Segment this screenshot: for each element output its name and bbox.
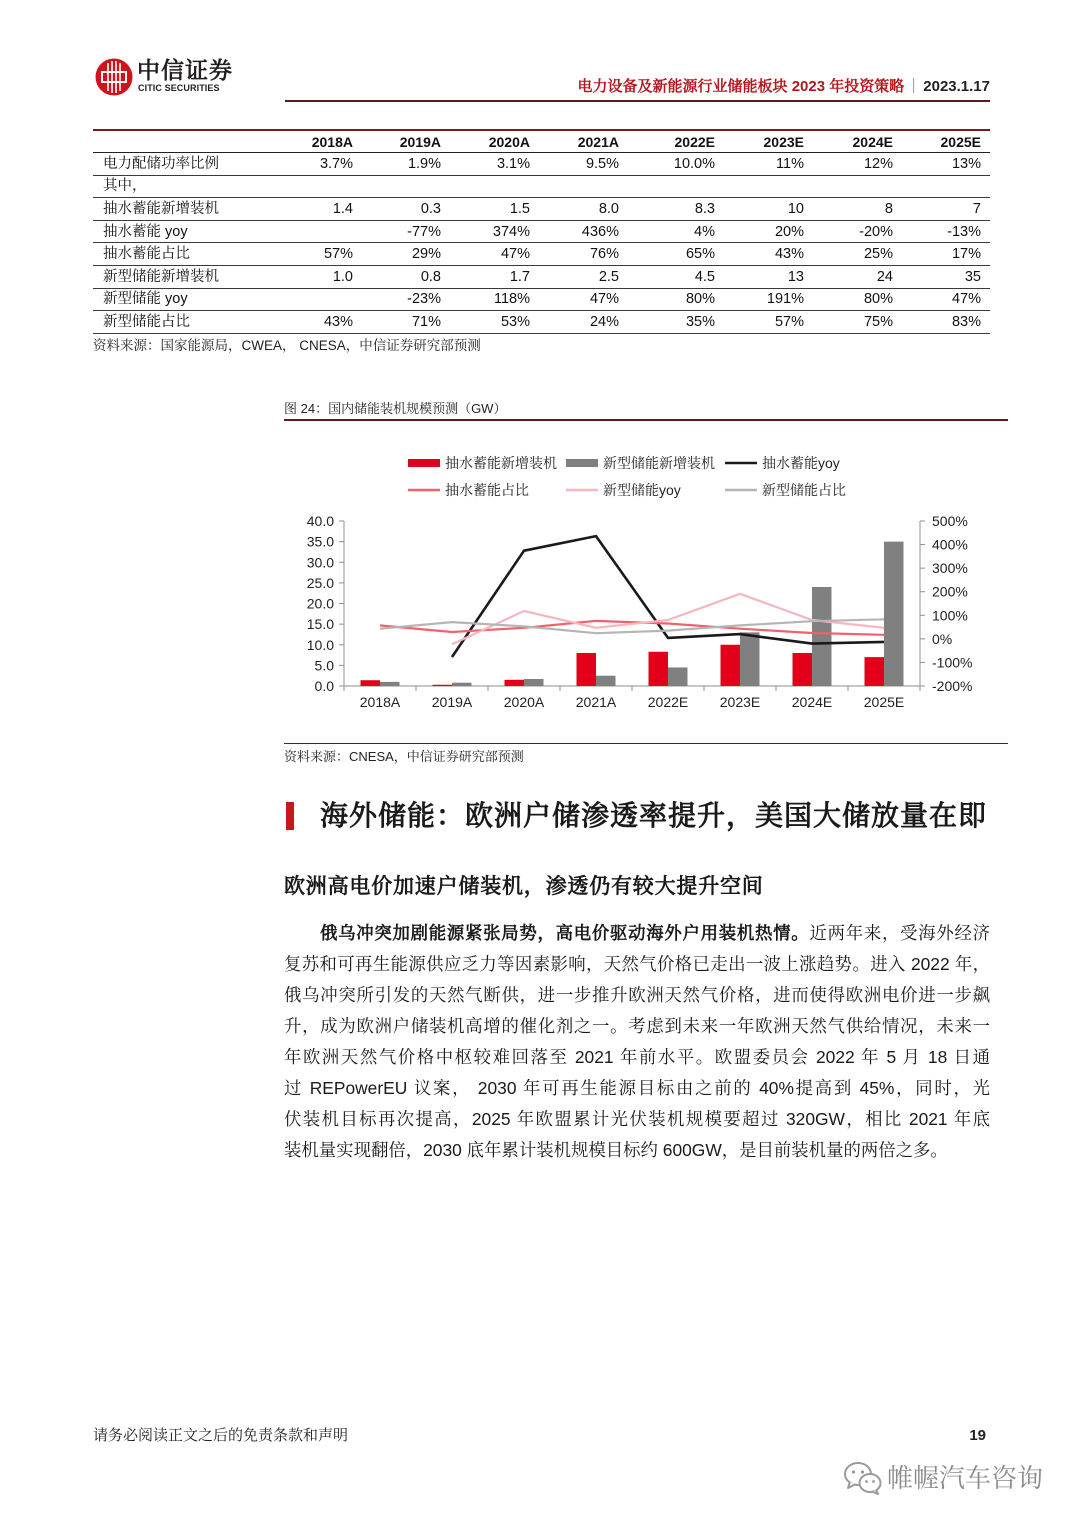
paragraph-line: 升，成为欧洲户储装机高增的催化剂之一。考虑到未来一年欧洲天然气供给情况，未来一 <box>284 1016 990 1036</box>
logo-wordmark-en: CITIC SECURITIES <box>138 83 220 93</box>
table-cell: 65% <box>685 246 715 263</box>
x-axis-category-label: 2024E <box>791 694 833 710</box>
table-cell: 4% <box>694 223 715 240</box>
paragraph-line: 年欧洲天然气价格中枢较难回落至 2021 年前水平。欧盟委员会 2022 年 5 月 18 日通 <box>284 1047 990 1067</box>
paragraph-line <box>284 918 990 949</box>
row-label: 抽水蓄能占比 <box>103 246 190 263</box>
new-storage-yoy-legend-label: 新型储能yoy <box>603 482 681 498</box>
table-cell: -13% <box>947 223 981 240</box>
right-y-tick-label: 0% <box>932 630 953 647</box>
table-cell: 53% <box>500 313 530 330</box>
table-cell: 10 <box>787 200 804 217</box>
right-y-tick-label: 100% <box>932 607 968 624</box>
left-y-tick-label: 20.0 <box>306 595 334 612</box>
x-axis-category-label: 2021A <box>575 694 617 710</box>
pumped-hydro-new-capacity-legend-label: 抽水蓄能新增装机 <box>445 455 557 471</box>
paragraph-line: 装机量实现翻倍，2030 底年累计装机规模目标约 600GW，是目前装机量的两倍之多。 <box>284 1140 948 1160</box>
left-y-tick-label: 15.0 <box>306 616 334 633</box>
body-paragraph <box>284 918 990 1166</box>
wechat-icon <box>843 1460 883 1496</box>
watermark <box>843 1459 1043 1497</box>
table-cell: 29% <box>411 246 441 263</box>
pumped-hydro-new-capacity-bar <box>865 657 885 686</box>
pumped-hydro-new-capacity-bar <box>577 653 597 686</box>
table-cell: -77% <box>407 223 441 240</box>
row-label: 抽水蓄能 yoy <box>103 223 188 240</box>
figure-caption: 图 24：国内储能装机规模预测（GW） <box>284 401 507 416</box>
new-storage-new-capacity-bar <box>884 542 904 686</box>
x-axis-category-label: 2018A <box>359 694 401 710</box>
table-cell: 47% <box>589 291 619 308</box>
table-cell: 1.9% <box>407 155 441 172</box>
table-cell: 24% <box>589 313 619 330</box>
left-y-tick-label: 10.0 <box>306 636 334 653</box>
table-cell: 80% <box>685 291 715 308</box>
paragraph-line: 伏装机目标再次提高，2025 年欧盟累计光伏装机规模要超过 320GW，相比 2021 年底 <box>284 1109 990 1129</box>
column-header: 2025E <box>940 133 981 150</box>
table-cell: 0.3 <box>420 200 441 217</box>
table-cell: 8 <box>884 200 893 217</box>
table-cell: 57% <box>323 246 353 263</box>
watermark-text: 帷幄汽车咨询 <box>887 1463 1044 1493</box>
page-number: 19 <box>969 1427 986 1444</box>
column-header: 2020A <box>488 133 530 150</box>
pumped-hydro-new-capacity-bar <box>361 680 381 686</box>
table-cell: 1.4 <box>332 200 353 217</box>
new-storage-new-capacity-bar <box>452 683 472 686</box>
x-axis-category-label: 2020A <box>503 694 545 710</box>
column-header: 2021A <box>577 133 619 150</box>
left-y-tick-label: 0.0 <box>314 678 334 694</box>
table-cell: 83% <box>951 313 981 330</box>
table-cell: 43% <box>774 246 804 263</box>
table-cell: 8.3 <box>694 200 715 217</box>
section-marker <box>286 802 294 830</box>
table-cell: 0.8 <box>420 268 441 285</box>
x-axis-category-label: 2019A <box>431 694 473 710</box>
table-header-row <box>93 131 990 153</box>
citic-logo <box>95 58 133 96</box>
paragraph-lead: 俄乌冲突加剧能源紧张局势，高电价驱动海外户用装机热情。 <box>320 923 810 943</box>
table-row <box>93 289 990 312</box>
table-cell: 12% <box>863 155 893 172</box>
column-header: 2024E <box>852 133 893 150</box>
pumped-hydro-yoy-legend-label: 抽水蓄能yoy <box>762 455 840 471</box>
row-label: 新型储能占比 <box>103 313 190 330</box>
table-cell: 3.1% <box>496 155 530 172</box>
table-cell: 20% <box>774 223 804 240</box>
table-row <box>93 198 990 221</box>
table-cell: 47% <box>500 246 530 263</box>
new-storage-new-capacity-bar <box>812 587 832 686</box>
table-cell: 191% <box>766 291 804 308</box>
right-y-tick-label: 400% <box>932 536 968 553</box>
table-cell: 25% <box>863 246 893 263</box>
pumped-hydro-new-capacity-bar <box>721 645 741 686</box>
column-header: 2018A <box>311 133 353 150</box>
new-storage-new-capacity-bar <box>740 632 760 686</box>
logo-wordmark-cn: 中信证券 <box>137 57 233 83</box>
table-cell: 8.0 <box>598 200 619 217</box>
table-cell: 436% <box>581 223 619 240</box>
right-y-tick-label: -200% <box>932 678 973 694</box>
pumped-hydro-new-capacity-bar <box>793 653 813 686</box>
report-date: 2023.1.17 <box>923 78 990 95</box>
table-cell: 4.5 <box>694 268 715 285</box>
row-label: 新型储能 yoy <box>103 291 188 308</box>
table-cell: 374% <box>492 223 530 240</box>
table-cell: 75% <box>863 313 893 330</box>
table-cell: 80% <box>863 291 893 308</box>
storage-capacity-chart <box>284 440 1008 720</box>
paragraph-line: 复苏和可再生能源供应乏力等因素影响，天然气价格已走出一波上涨趋势。进入 2022 年， <box>284 954 990 974</box>
new-storage-new-capacity-bar <box>524 679 544 686</box>
header-separator: ｜ <box>906 78 922 95</box>
right-y-tick-label: -100% <box>932 654 973 671</box>
x-axis-category-label: 2023E <box>719 694 761 710</box>
table-cell: 9.5% <box>585 155 619 172</box>
table-cell: -23% <box>407 291 441 308</box>
table-cell: 3.7% <box>319 155 353 172</box>
citic-logo-icon <box>95 58 133 96</box>
table-row <box>93 176 990 199</box>
subsection-title: 欧洲高电价加速户储装机，渗透仍有较大提升空间 <box>284 875 764 898</box>
table-cell: 1.7 <box>509 268 530 285</box>
left-y-tick-label: 40.0 <box>306 513 334 529</box>
pumped-hydro-new-capacity-bar <box>505 680 525 686</box>
table-cell: 35% <box>685 313 715 330</box>
report-header <box>578 77 990 97</box>
new-storage-new-capacity-legend-label: 新型储能新增装机 <box>603 455 715 471</box>
pumped-hydro-new-capacity-legend-swatch <box>408 459 440 467</box>
new-storage-new-capacity-legend-swatch <box>566 459 598 467</box>
table-cell: 7 <box>972 200 981 217</box>
storage-forecast-table <box>93 129 990 334</box>
x-axis-category-label: 2022E <box>647 694 689 710</box>
paragraph-line-text: 近两年来，受海外经济 <box>809 923 990 943</box>
row-label: 电力配储功率比例 <box>103 155 219 172</box>
table-cell: 10.0% <box>673 155 715 172</box>
new-storage-share-legend-label: 新型储能占比 <box>762 482 846 498</box>
paragraph-line: 俄乌冲突所引发的天然气断供，进一步推升欧洲天然气价格，进而使得欧洲电价进一步飙 <box>284 985 990 1005</box>
table-cell: 47% <box>951 291 981 308</box>
column-header: 2022E <box>674 133 715 150</box>
table-row <box>93 243 990 266</box>
table-row <box>93 311 990 334</box>
table-cell: 71% <box>411 313 441 330</box>
row-label: 其中， <box>103 178 147 195</box>
report-title: 电力设备及新能源行业储能板块 2023 年投资策略 <box>577 78 905 95</box>
table-cell: 13% <box>951 155 981 172</box>
figure-source-note: 资料来源：CNESA，中信证券研究部预测 <box>284 749 524 764</box>
left-y-tick-label: 35.0 <box>306 533 334 550</box>
pumped-hydro-new-capacity-bar <box>433 685 453 686</box>
figure-rule-top <box>284 419 1008 421</box>
table-cell: 24 <box>876 268 893 285</box>
paragraph-line: 过 REPowerEU 议案， 2030 年可再生能源目标由之前的 40%提高到 45%，同时，光 <box>284 1078 990 1098</box>
table-cell: 1.5 <box>509 200 530 217</box>
header-rule <box>285 100 990 102</box>
new-storage-new-capacity-bar <box>668 667 688 686</box>
table-cell: -20% <box>859 223 893 240</box>
disclaimer-note: 请务必阅读正文之后的免责条款和声明 <box>93 1427 349 1444</box>
row-label: 抽水蓄能新增装机 <box>103 200 219 217</box>
table-cell: 35 <box>964 268 981 285</box>
table-row <box>93 266 990 289</box>
left-y-tick-label: 5.0 <box>314 657 334 674</box>
new-storage-new-capacity-bar <box>380 682 400 686</box>
left-y-tick-label: 30.0 <box>306 554 334 571</box>
table-source-note: 资料来源：国家能源局，CWEA， CNESA，中信证券研究部预测 <box>93 338 481 353</box>
column-header: 2023E <box>763 133 804 150</box>
left-y-tick-label: 25.0 <box>306 574 334 591</box>
figure-rule-bottom <box>284 743 1008 744</box>
section-title: 海外储能：欧洲户储渗透率提升，美国大储放量在即 <box>320 800 988 831</box>
right-y-tick-label: 500% <box>932 513 968 529</box>
table-cell: 43% <box>323 313 353 330</box>
row-label: 新型储能新增装机 <box>103 268 219 285</box>
column-header: 2019A <box>399 133 441 150</box>
table-cell: 2.5 <box>598 268 619 285</box>
table-cell: 1.0 <box>332 268 353 285</box>
table-cell: 57% <box>774 313 804 330</box>
new-storage-new-capacity-bar <box>596 676 616 686</box>
table-row <box>93 221 990 244</box>
right-y-tick-label: 200% <box>932 583 968 600</box>
right-y-tick-label: 300% <box>932 560 968 577</box>
table-row <box>93 153 990 176</box>
table-cell: 17% <box>951 246 981 263</box>
pumped-hydro-share-legend-label: 抽水蓄能占比 <box>445 482 529 498</box>
table-cell: 11% <box>776 155 804 172</box>
table-cell: 118% <box>493 291 530 308</box>
pumped-hydro-new-capacity-bar <box>649 652 669 686</box>
table-cell: 13 <box>787 268 804 285</box>
table-cell: 76% <box>589 246 619 263</box>
x-axis-category-label: 2025E <box>863 694 905 710</box>
